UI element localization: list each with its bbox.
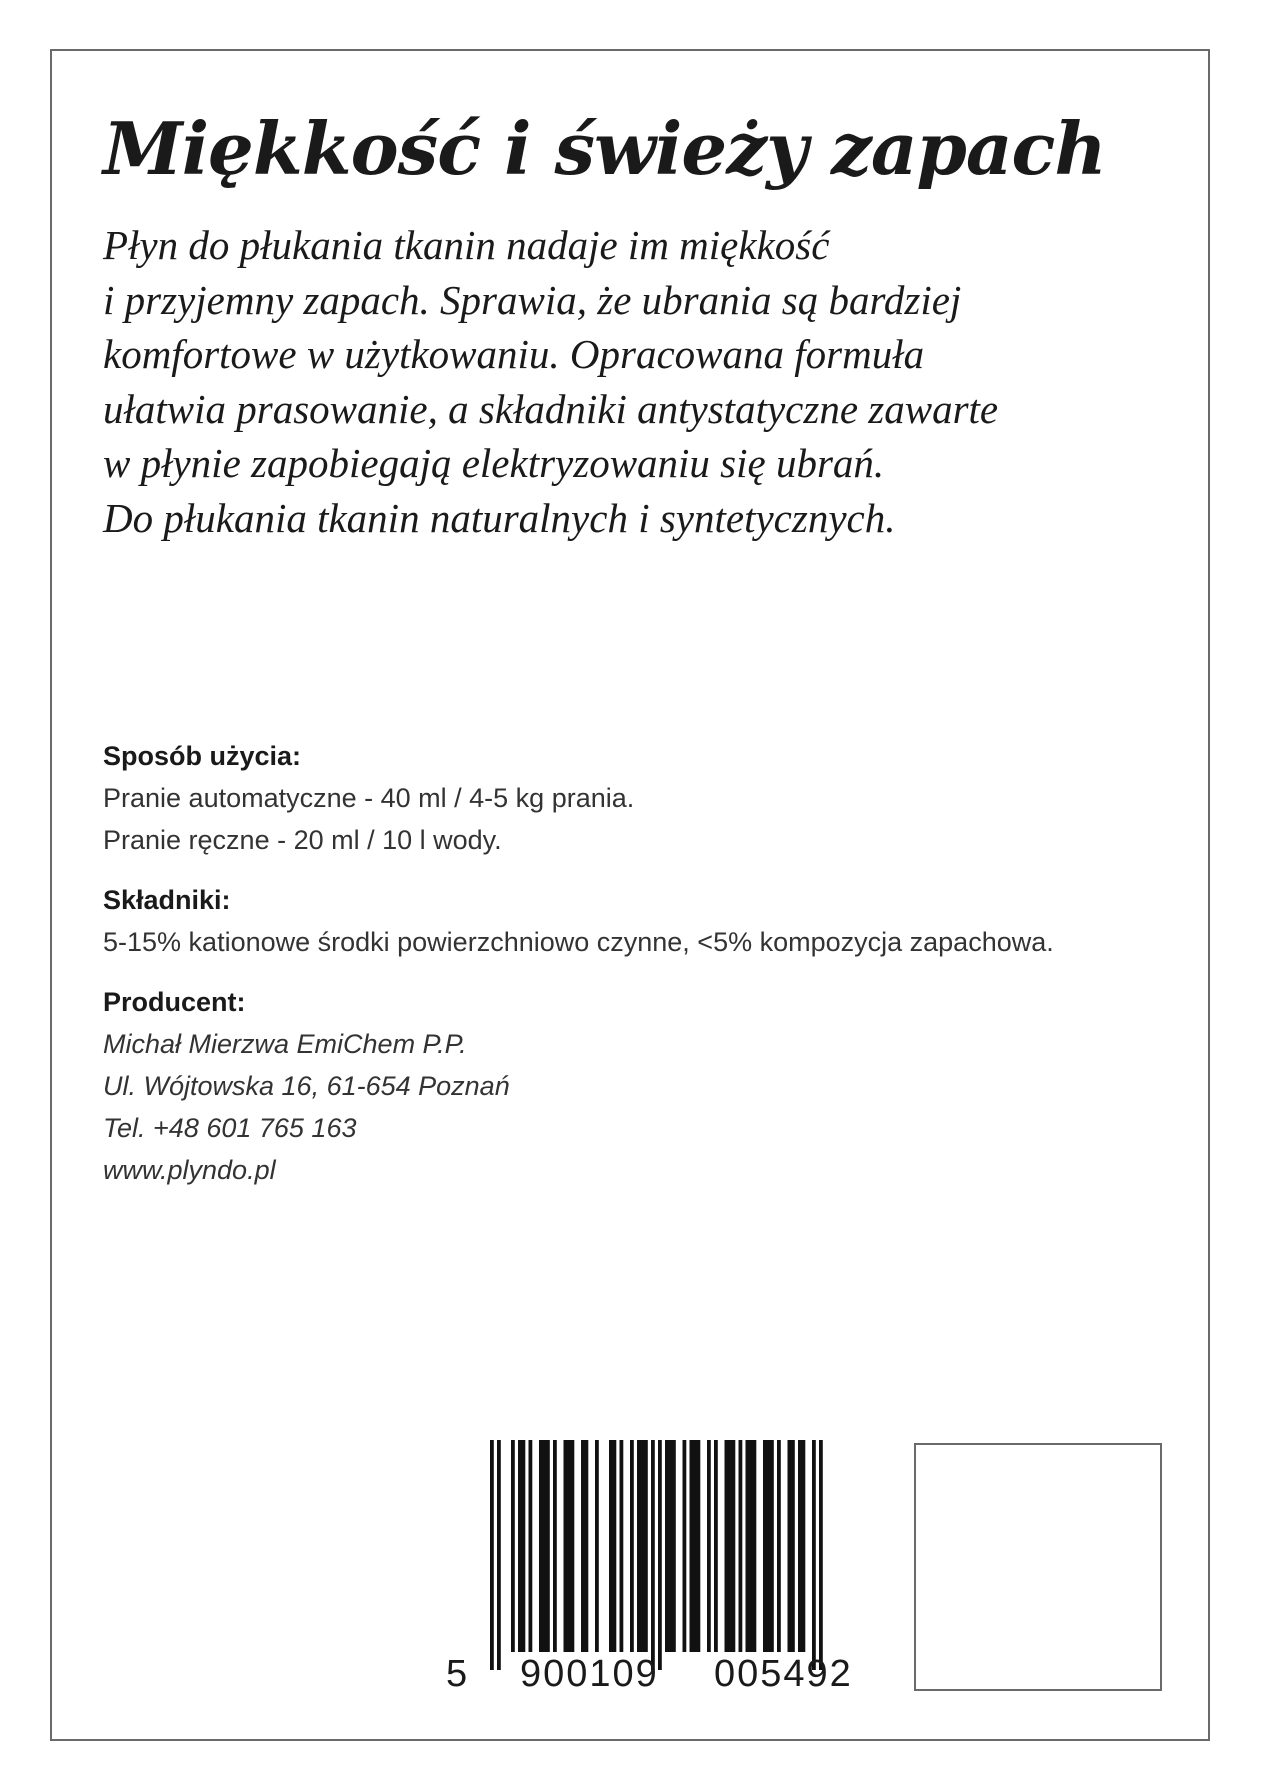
- producer-section: [103, 981, 1173, 1191]
- usage-heading: Sposób użycia:: [103, 741, 302, 771]
- barcode-bar: [690, 1440, 694, 1652]
- barcode-guard-bar: [819, 1440, 823, 1670]
- barcode-bar: [749, 1440, 753, 1652]
- barcode-bar: [571, 1440, 575, 1652]
- barcode-bar: [553, 1440, 557, 1652]
- producer-website: www.plyndo.pl: [103, 1155, 276, 1185]
- barcode-bar: [567, 1440, 571, 1652]
- barcode-bar: [707, 1440, 711, 1652]
- barcode-bar: [697, 1440, 701, 1652]
- barcode-bar: [788, 1440, 792, 1652]
- barcode-bar: [725, 1440, 729, 1652]
- barcode-bar: [511, 1440, 515, 1652]
- barcode-bars: [490, 1440, 880, 1670]
- description-line: i przyjemny zapach. Sprawia, że ubrania są bardziej: [103, 276, 962, 323]
- barcode-bar: [644, 1440, 648, 1652]
- ingredients-section: [103, 879, 1173, 963]
- barcode-bar: [739, 1440, 743, 1652]
- barcode-guard-bar: [658, 1440, 662, 1670]
- barcode-bar: [767, 1440, 771, 1652]
- barcode-bar: [693, 1440, 697, 1652]
- usage-line: Pranie automatyczne - 40 ml / 4-5 kg prania.: [103, 783, 635, 813]
- barcode-bar: [613, 1440, 617, 1652]
- producer-heading: Producent:: [103, 987, 246, 1017]
- barcode-guard-bar: [497, 1440, 501, 1670]
- description-line: Płyn do płukania tkanin nadaje im miękkość: [103, 222, 830, 268]
- barcode-guard-bar: [812, 1440, 816, 1670]
- barcode-bar: [669, 1440, 673, 1652]
- barcode-bar: [595, 1440, 599, 1652]
- barcode-bar: [529, 1440, 533, 1652]
- barcode-guard-bar: [651, 1440, 655, 1670]
- barcode-bar: [564, 1440, 568, 1652]
- barcode-guard-bar: [490, 1440, 494, 1670]
- barcode-bar: [802, 1440, 806, 1652]
- ingredients-line: 5-15% kationowe środki powierzchniowo czynne, <5% kompozycja zapachowa.: [103, 927, 1054, 957]
- barcode-bar: [777, 1440, 781, 1652]
- barcode-first-digit: 5: [446, 1653, 468, 1695]
- barcode-bar: [672, 1440, 676, 1652]
- barcode-bar: [791, 1440, 795, 1652]
- barcode-bar: [581, 1440, 585, 1652]
- usage-line: Pranie ręczne - 20 ml / 10 l wody.: [103, 825, 502, 855]
- producer-phone: Tel. +48 601 765 163: [103, 1113, 357, 1143]
- barcode-bar: [522, 1440, 526, 1652]
- description-line: w płynie zapobiegają elektryzowaniu się ubrań.: [103, 440, 885, 486]
- barcode-bar: [585, 1440, 589, 1652]
- usage-section: [103, 735, 1173, 861]
- barcode-bar: [763, 1440, 767, 1652]
- description-line: ułatwia prasowanie, a składniki antystatyczne zawarte: [103, 385, 999, 432]
- barcode-bar: [543, 1440, 547, 1652]
- barcode-bar: [753, 1440, 757, 1652]
- product-title: Miękkość i świeży zapach: [103, 106, 1106, 191]
- barcode-bar: [539, 1440, 543, 1652]
- product-info: [103, 735, 1173, 1191]
- barcode-bar: [798, 1440, 802, 1652]
- producer-address: Ul. Wójtowska 16, 61-654 Poznań: [103, 1071, 510, 1101]
- barcode-bar: [620, 1440, 624, 1652]
- barcode-right-digits: 005492: [714, 1653, 853, 1695]
- barcode-bar: [732, 1440, 736, 1652]
- barcode-bar: [609, 1440, 613, 1652]
- barcode-bar: [641, 1440, 645, 1652]
- barcode-bar: [546, 1440, 550, 1652]
- barcode-bar: [665, 1440, 669, 1652]
- barcode-bar: [714, 1440, 718, 1652]
- barcode-bar: [518, 1440, 522, 1652]
- empty-box: [914, 1443, 1162, 1691]
- barcode-bar: [630, 1440, 634, 1652]
- producer-name: Michał Mierzwa EmiChem P.P.: [103, 1029, 467, 1059]
- barcode-bar: [637, 1440, 641, 1652]
- description-line: komfortowe w użytkowaniu. Opracowana formuła: [103, 331, 925, 377]
- barcode-bar: [728, 1440, 732, 1652]
- barcode-bar: [770, 1440, 774, 1652]
- barcode-bar: [683, 1440, 687, 1652]
- barcode-bar: [746, 1440, 750, 1652]
- ingredients-heading: Składniki:: [103, 885, 231, 915]
- product-description: [103, 218, 1173, 545]
- description-line: Do płukania tkanin naturalnych i syntetycznych.: [103, 494, 896, 541]
- barcode: [440, 1440, 890, 1700]
- barcode-left-digits: 900109: [520, 1653, 659, 1695]
